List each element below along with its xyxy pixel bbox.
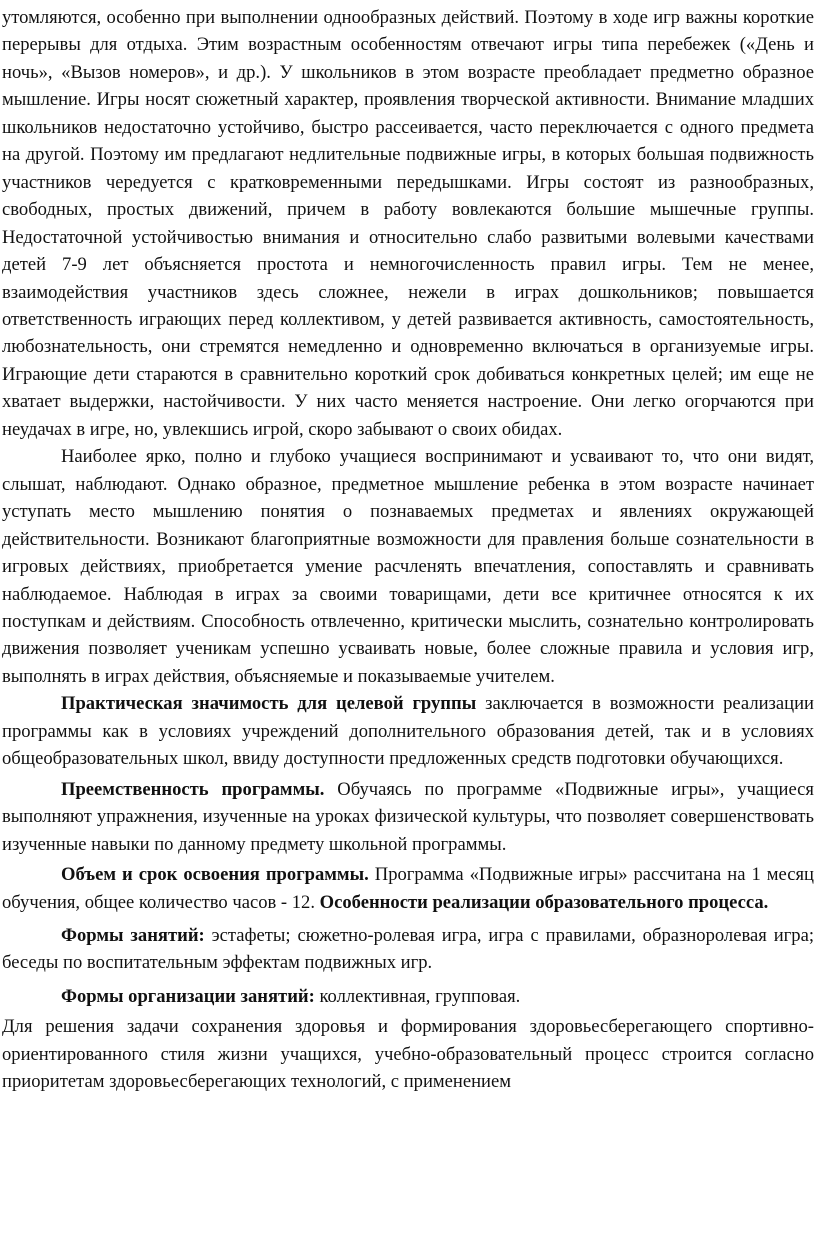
paragraph-perception: Наиболее ярко, полно и глубоко учащиеся воспринимают и усваивают то, что они видят, слышат, наблюдают. Однако образное, предметное мышление ребенка в этом возрасте начинает уступать место мышлению понятия о познаваемых предметах и явлениях окружающей действительности. Возникают благоприятные возможности для правления больше сознательности в игровых действиях, приобретается умение расчленять впечатления, сопоставлять и сравнивать наблюдаемое. Наблюдая в играх за своими товарищами, дети все критичнее относятся к их поступкам и действиям. Способность отвлеченно, критически мыслить, сознательно контролировать движения позволяет ученикам успешно усваивать новые, более сложные правила и условия игр, выполнять в играх действия, объясняемые и показываемые учителем.: [2, 446, 814, 687]
paragraph-organization-forms: [2, 983, 814, 1010]
heading-practical-significance: Практическая значимость для целевой группы: [61, 693, 477, 715]
heading-continuity: Преемственность программы.: [61, 778, 325, 800]
text-continuity: Обучаясь по программе «Подвижные игры», учащиеся выполняют упражнения, изученные на уроках физической культуры, что позволяет совершенствовать изученные навыки по данному предмету школьной программы.: [2, 778, 814, 855]
paragraph-volume-term: [2, 861, 814, 916]
paragraph-lesson-forms: [2, 922, 814, 977]
heading-volume-term: Объем и срок освоения программы.: [61, 864, 369, 886]
heading-organization-forms: Формы организации занятий:: [61, 985, 315, 1007]
paragraph-health-saving: Для решения задачи сохранения здоровья и формирования здоровьесберегающего спортивно-ориентированного стиля жизни учащихся, учебно-образовательный процесс строится согласно приоритетам здоровьесберегающих технологий, с применением: [2, 1016, 814, 1093]
heading-implementation-features: Особенности реализации образовательного процесса.: [319, 891, 769, 913]
paragraph-practical-significance: [2, 690, 814, 772]
text-practical-significance: заключается в возможности реализации программы как в условиях учреждений дополнительного образования детей, так и в условиях общеобразовательных школ, ввиду доступности предложенных средств подготовки обучающихся.: [2, 693, 815, 770]
text-lesson-forms: эстафеты; сюжетно-ролевая игра, игра с правилами, образноролевая игра; беседы по воспитательным эффектам подвижных игр.: [2, 924, 815, 974]
text-organization-forms: коллективная, групповая.: [314, 985, 521, 1007]
paragraph-continuity: [2, 776, 814, 858]
heading-lesson-forms: Формы занятий:: [61, 924, 205, 946]
text-volume-term: Программа «Подвижные игры» рассчитана на 1 месяц обучения, общее количество часов - 12.: [2, 864, 814, 913]
paragraph-age-features: утомляются, особенно при выполнении однообразных действий. Поэтому в ходе игр важны короткие перерывы для отдыха. Этим возрастным особенностям отвечают игры типа перебежек («День и ночь», «Вызов номеров», и др.). У школьников в этом возрасте преобладает предметно образное мышление. Игры носят сюжетный характер, проявления творческой активности. Внимание младших школьников недостаточно устойчиво, быстро рассеивается, часто переключается с одного предмета на другой. Поэтому им предлагают недлительные подвижные игры, в которых большая подвижность участников чередуется с кратковременными передышками. Игры состоят из разнообразных, свободных, простых движений, причем в работу вовлекаются большие мышечные группы. Недостаточной устойчивостью внимания и относительно слабо развитыми волевыми качествами детей 7-9 лет объясняется простота и немногочисленность правил игры. Тем не менее, взаимодействия участников здесь сложнее, нежели в играх дошкольников; повышается ответственность играющих перед коллективом, у детей развивается активность, самостоятельность, любознательность, они стремятся немедленно и одновременно включаться в организуемые игры. Играющие дети стараются в сравнительно короткий срок добиваться конкретных целей; им еще не хватает выдержки, настойчивости. У них часто меняется настроение. Они легко огорчаются при неудачах в игре, но, увлекшись игрой, скоро забывают о своих обидах.: [2, 7, 814, 440]
